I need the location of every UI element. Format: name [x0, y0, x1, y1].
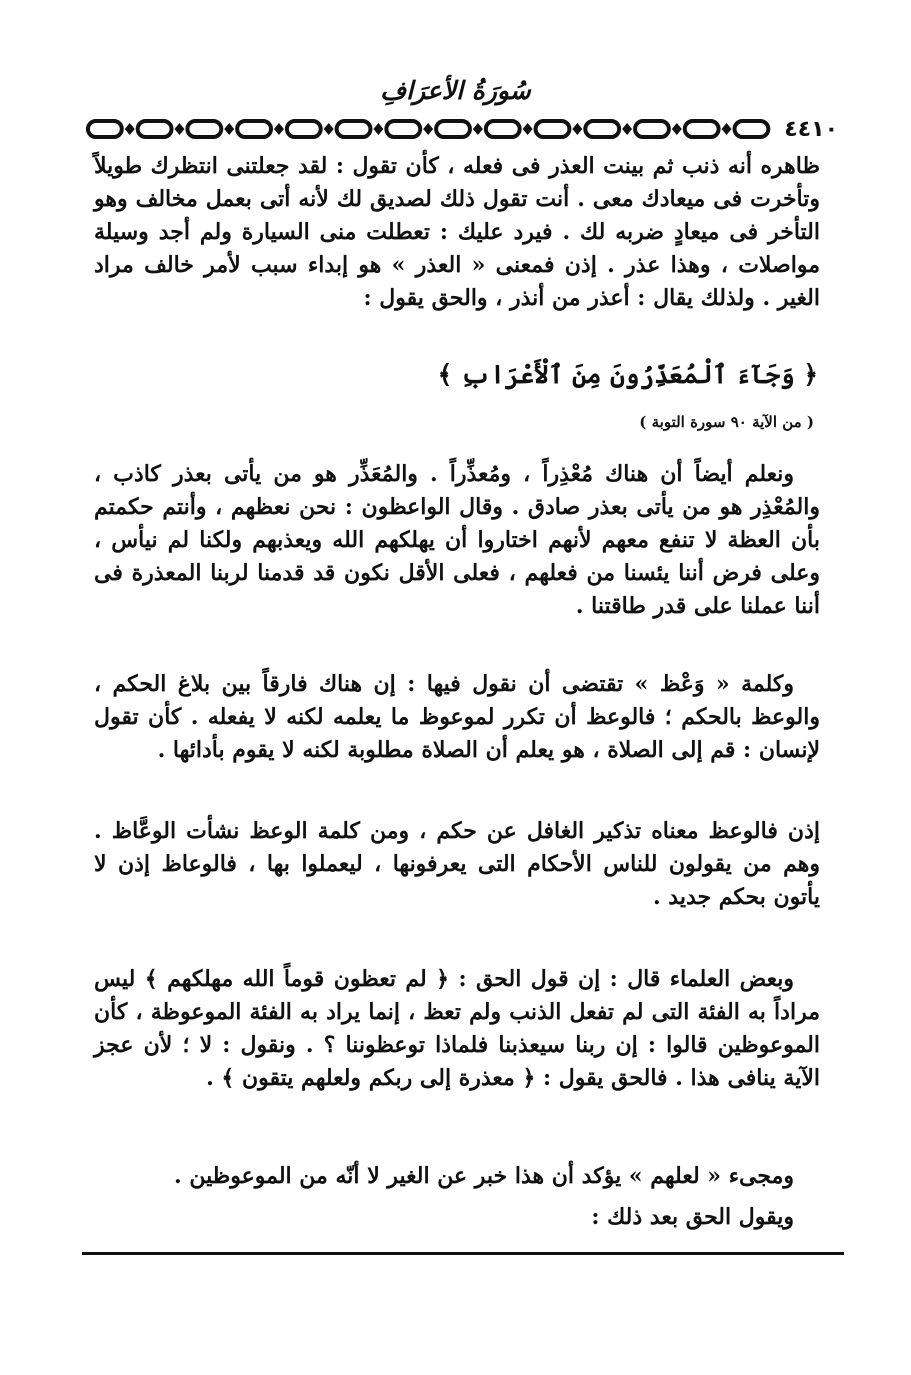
chain-ornament-icon [82, 116, 778, 142]
paragraph-6: ومجىء « لعلهم » يؤكد أن هذا خبر عن الغير لا أنّه من الموعوظين . [174, 1163, 794, 1189]
paragraph-4: إذن فالوعظ معناه تذكير الغافل عن حكم ، ومن كلمة الوعظ نشأت الوعَّاظ . وهم من يقولون للناس الأحكام التى يعرفونها ، ليعملوا بها ، فالوعاظ إذن لا يأتون بحكم جديد . [94, 818, 820, 910]
page-number: ٤٤١٠ [784, 116, 838, 142]
paragraph-2: ونعلم أيضاً أن هناك مُعْذِراً ، ومُعذِّراً . والمُعَذِّر هو من يأتى بعذر كاذب ، والمُعْذِر هو من يأتى بعذر صادق . وقال الواعظون : نحن نعظهم ، وأنتم حكمتم بأن العظة لا تنفع معهم لأنهم اختاروا أن يهلكهم الله ويعذبهم ولكنا لم نيأس ، وعلى فرض أننا يئسنا من فعلهم ، فعلى الأقل نكون قد قدمنا لربنا المعذرة فى أننا عملنا على قدر طاقتنا . [94, 461, 820, 619]
paragraph-3: وكلمة « وَعْظ » تقتضى أن نقول فيها : إن هناك فارقاً بين بلاغ الحكم ، والوعظ بالحكم ؛ فالوعظ أن تكرر لموعوظ ما يعلمه لكنه لا يفعله . كأن تقول لإنسان : قم إلى الصلاة ، هو يعلم أن الصلاة مطلوبة لكنه لا يقوم بأدائها . [94, 671, 820, 763]
footer-rule [82, 1252, 844, 1255]
verse-source: ( من الآية ٩٠ سورة التوبة ) [639, 413, 814, 431]
surah-title: سُورَةُ الأعرَافِ [380, 76, 531, 105]
quran-verse: ﴿ وَجَآءَ ٱلْمُعَذِّرُونَ مِنَ ٱلْأَعْرَابِ ﴾ [437, 360, 818, 389]
paragraph-1: ظاهره أنه ذنب ثم بينت العذر فى فعله ، كأن تقول : لقد جعلتنى انتظرك طويلاً وتأخرت فى ميعادك معى . أنت تقول ذلك لصديق لك لأنه أتى بعمل مخالف وهو التأخر فى ميعادٍ ضربه لك . فيرد عليك : تعطلت منى السيارة ولم أجد وسيلة مواصلات ، وهذا عذر . إذن فمعنى « العذر » هو إبداء سبب لأمر خالف مراد الغير . ولذلك يقال : أعذر من أنذر ، والحق يقول : [94, 153, 820, 311]
paragraph-7: ويقول الحق بعد ذلك : [591, 1204, 794, 1230]
paragraph-5: وبعض العلماء قال : إن قول الحق : ﴿ لم تعظون قوماً الله مهلكهم ﴾ ليس مراداً به الفئة التى لم تفعل الذنب ولم تعظ ، إنما يراد به الفئة الموعوظة ، كأن الموعوظين قالوا : إن ربنا سيعذبنا فلماذا توعظوننا ؟ . ونقول : لا ؛ لأن عجز الآية ينافى هذا . فالحق يقول : ﴿ معذرة إلى ربكم ولعلهم يتقون ﴾ . [94, 966, 820, 1091]
header-ornament-row [82, 116, 844, 142]
